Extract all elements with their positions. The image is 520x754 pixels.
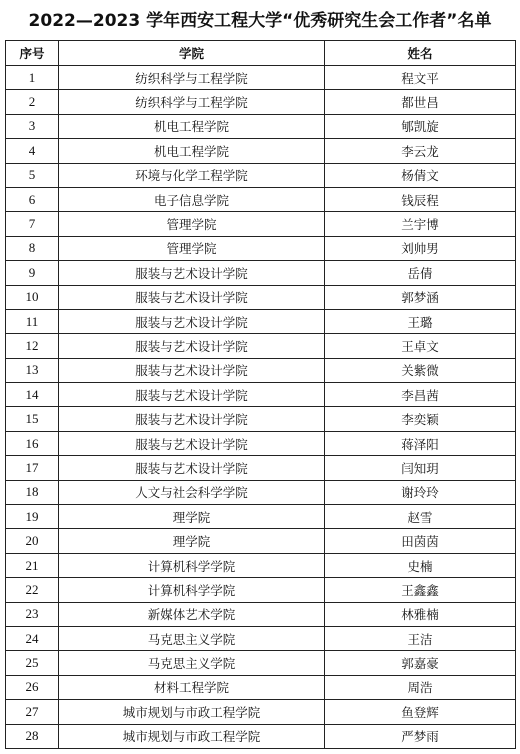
row-index: 21 <box>6 553 59 577</box>
row-index: 13 <box>6 358 59 382</box>
row-index: 11 <box>6 309 59 333</box>
row-name: 岳倩 <box>325 261 516 285</box>
row-college: 理学院 <box>59 505 325 529</box>
document-title: 2022—2023 学年西安工程大学“优秀研究生会工作者”名单 <box>28 11 492 31</box>
row-college: 服装与艺术设计学院 <box>59 407 325 431</box>
row-name: 李昌茜 <box>325 383 516 407</box>
row-name: 田茵茵 <box>325 529 516 553</box>
table-row <box>6 90 516 114</box>
table-row <box>6 334 516 358</box>
award-list-table <box>5 40 516 749</box>
row-college: 计算机科学学院 <box>59 578 325 602</box>
row-index: 10 <box>6 285 59 309</box>
row-college: 电子信息学院 <box>59 187 325 211</box>
table-row <box>6 724 516 748</box>
row-name: 李云龙 <box>325 139 516 163</box>
table-row <box>6 700 516 724</box>
row-index: 25 <box>6 651 59 675</box>
row-name: 郇凯旋 <box>325 114 516 138</box>
table-row <box>6 261 516 285</box>
row-college: 人文与社会科学学院 <box>59 480 325 504</box>
table-row <box>6 114 516 138</box>
table-row <box>6 553 516 577</box>
row-name: 杨倩文 <box>325 163 516 187</box>
table-row <box>6 651 516 675</box>
row-college: 计算机科学学院 <box>59 553 325 577</box>
row-college: 服装与艺术设计学院 <box>59 358 325 382</box>
row-index: 26 <box>6 675 59 699</box>
table-row <box>6 212 516 236</box>
row-college: 服装与艺术设计学院 <box>59 261 325 285</box>
row-college: 机电工程学院 <box>59 139 325 163</box>
row-index: 27 <box>6 700 59 724</box>
table-row <box>6 309 516 333</box>
row-name: 蒋泽阳 <box>325 431 516 455</box>
table-row <box>6 529 516 553</box>
row-college: 服装与艺术设计学院 <box>59 285 325 309</box>
row-college: 管理学院 <box>59 236 325 260</box>
row-college: 机电工程学院 <box>59 114 325 138</box>
row-name: 谢玲玲 <box>325 480 516 504</box>
row-college: 城市规划与市政工程学院 <box>59 724 325 748</box>
row-college: 材料工程学院 <box>59 675 325 699</box>
row-index: 24 <box>6 626 59 650</box>
table-row <box>6 505 516 529</box>
header-name: 姓名 <box>325 41 516 66</box>
row-index: 6 <box>6 187 59 211</box>
row-index: 20 <box>6 529 59 553</box>
row-name: 兰宇博 <box>325 212 516 236</box>
header-index: 序号 <box>6 41 59 66</box>
table-row <box>6 578 516 602</box>
row-college: 管理学院 <box>59 212 325 236</box>
table-row <box>6 187 516 211</box>
table-row <box>6 139 516 163</box>
row-name: 郭梦涵 <box>325 285 516 309</box>
row-index: 22 <box>6 578 59 602</box>
row-name: 王鑫鑫 <box>325 578 516 602</box>
row-college: 新媒体艺术学院 <box>59 602 325 626</box>
table-row <box>6 407 516 431</box>
row-name: 周浩 <box>325 675 516 699</box>
row-college: 纺织科学与工程学院 <box>59 90 325 114</box>
row-college: 服装与艺术设计学院 <box>59 431 325 455</box>
table-row <box>6 675 516 699</box>
table-row <box>6 602 516 626</box>
row-index: 7 <box>6 212 59 236</box>
row-name: 刘帅男 <box>325 236 516 260</box>
table-header-row <box>6 41 516 66</box>
row-college: 马克思主义学院 <box>59 626 325 650</box>
row-college: 服装与艺术设计学院 <box>59 309 325 333</box>
row-index: 2 <box>6 90 59 114</box>
row-index: 19 <box>6 505 59 529</box>
row-college: 城市规划与市政工程学院 <box>59 700 325 724</box>
table-row <box>6 480 516 504</box>
row-index: 28 <box>6 724 59 748</box>
row-name: 史楠 <box>325 553 516 577</box>
row-name: 王卓文 <box>325 334 516 358</box>
row-college: 马克思主义学院 <box>59 651 325 675</box>
row-index: 16 <box>6 431 59 455</box>
table-row <box>6 383 516 407</box>
row-name: 李奕颖 <box>325 407 516 431</box>
row-index: 18 <box>6 480 59 504</box>
row-college: 环境与化学工程学院 <box>59 163 325 187</box>
table-row <box>6 236 516 260</box>
row-index: 15 <box>6 407 59 431</box>
row-name: 严梦雨 <box>325 724 516 748</box>
row-name: 钱辰程 <box>325 187 516 211</box>
row-college: 服装与艺术设计学院 <box>59 456 325 480</box>
row-index: 12 <box>6 334 59 358</box>
row-index: 4 <box>6 139 59 163</box>
row-name: 林雅楠 <box>325 602 516 626</box>
row-name: 程文平 <box>325 66 516 90</box>
row-index: 5 <box>6 163 59 187</box>
row-index: 14 <box>6 383 59 407</box>
row-name: 关紫微 <box>325 358 516 382</box>
table-row <box>6 456 516 480</box>
table-row <box>6 626 516 650</box>
row-name: 鱼登辉 <box>325 700 516 724</box>
table-row <box>6 163 516 187</box>
table-row <box>6 358 516 382</box>
row-college: 理学院 <box>59 529 325 553</box>
table-row <box>6 431 516 455</box>
row-name: 郭嘉豪 <box>325 651 516 675</box>
row-index: 9 <box>6 261 59 285</box>
row-index: 23 <box>6 602 59 626</box>
table-row <box>6 285 516 309</box>
row-name: 赵雪 <box>325 505 516 529</box>
table-row <box>6 66 516 90</box>
row-name: 王璐 <box>325 309 516 333</box>
row-name: 王洁 <box>325 626 516 650</box>
row-name: 闫知玥 <box>325 456 516 480</box>
row-college: 服装与艺术设计学院 <box>59 383 325 407</box>
row-college: 纺织科学与工程学院 <box>59 66 325 90</box>
row-index: 17 <box>6 456 59 480</box>
row-college: 服装与艺术设计学院 <box>59 334 325 358</box>
row-name: 都世昌 <box>325 90 516 114</box>
row-index: 8 <box>6 236 59 260</box>
row-index: 1 <box>6 66 59 90</box>
row-index: 3 <box>6 114 59 138</box>
header-college: 学院 <box>59 41 325 66</box>
